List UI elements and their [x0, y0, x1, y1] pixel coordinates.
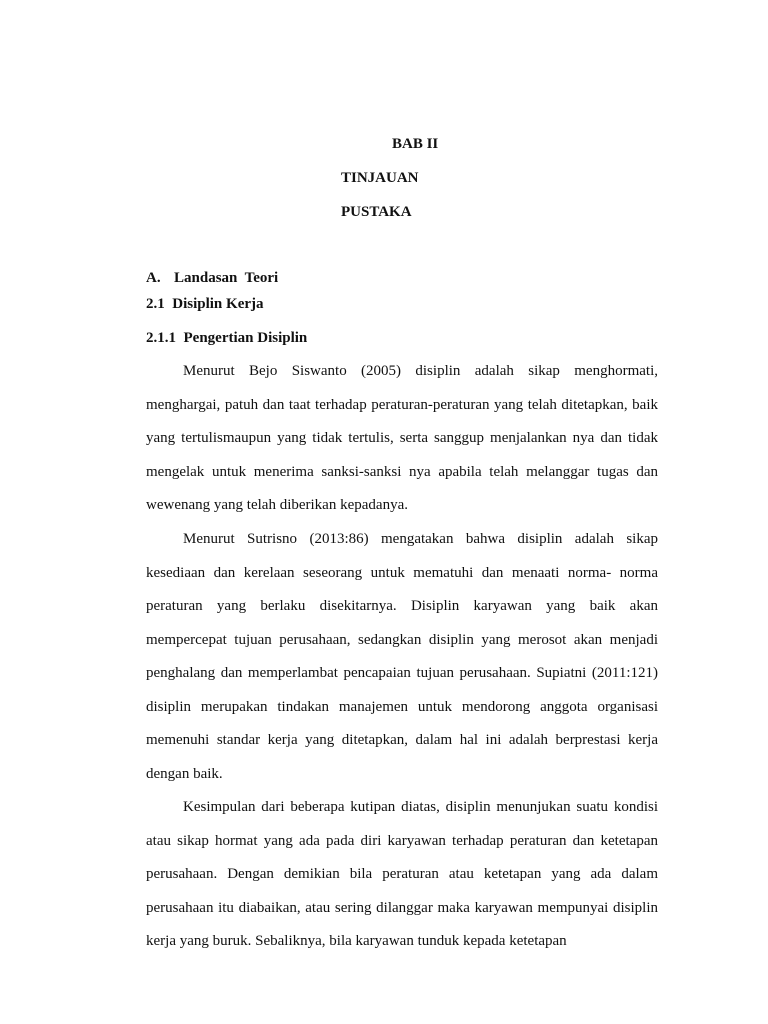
chapter-title-line-1: TINJAUAN [341, 170, 419, 186]
paragraph-3-block [146, 791, 658, 959]
paragraph-2: Menurut Sutrisno (2013:86) mengatakan bahwa disiplin adalah sikap kesediaan dan kerelaan seseorang untuk mematuhi dan menaati norma- norma peraturan yang berlaku disekitarnya. Disiplin karyawan yang baik akan mempercepat tujuan perusahaan, sedangkan disiplin yang merosot akan menjadi penghalang dan memperlambat pencapaian tujuan perusahaan. Supiatni (2011:121) disiplin merupakan tindakan manajemen untuk mendorong anggota organisasi memenuhi standar kerja yang ditetapkan, dalam hal ini adalah berprestasi kerja dengan baik. [146, 531, 658, 782]
paragraph-1: Menurut Bejo Siswanto (2005) disiplin adalah sikap menghormati, menghargai, patuh dan taat terhadap peraturan-peraturan yang telah ditetapkan, baik yang tertulismaupun yang tidak tertulis, serta sanggup menjalankan nya dan tidak mengelak untuk menerima sanksi-sanksi nya apabila telah melanggar tugas dan wewenang yang telah diberikan kepadanya. [146, 363, 658, 513]
section-a-marker: A. [146, 270, 161, 286]
section-2-1-heading: 2.1 Disiplin Kerja [146, 296, 264, 312]
chapter-title-line-2: PUSTAKA [341, 204, 412, 220]
paragraph-2-block [146, 523, 658, 791]
section-a-title: Landasan Teori [174, 270, 279, 286]
paragraph-1-block [146, 355, 658, 523]
paragraph-3: Kesimpulan dari beberapa kutipan diatas, disiplin menunjukan suatu kondisi atau sikap hormat yang ada pada diri karyawan terhadap peraturan dan ketetapan perusahaan. Dengan demikian bila peraturan atau ketetapan yang ada dalam perusahaan itu diabaikan, atau sering dilanggar maka karyawan mempunyai disiplin kerja yang buruk. Sebaliknya, bila karyawan tunduk kepada ketetapan [146, 799, 658, 949]
chapter-number: BAB II [392, 136, 439, 152]
section-2-1-1-heading: 2.1.1 Pengertian Disiplin [146, 330, 308, 346]
section-a-heading [146, 268, 278, 288]
